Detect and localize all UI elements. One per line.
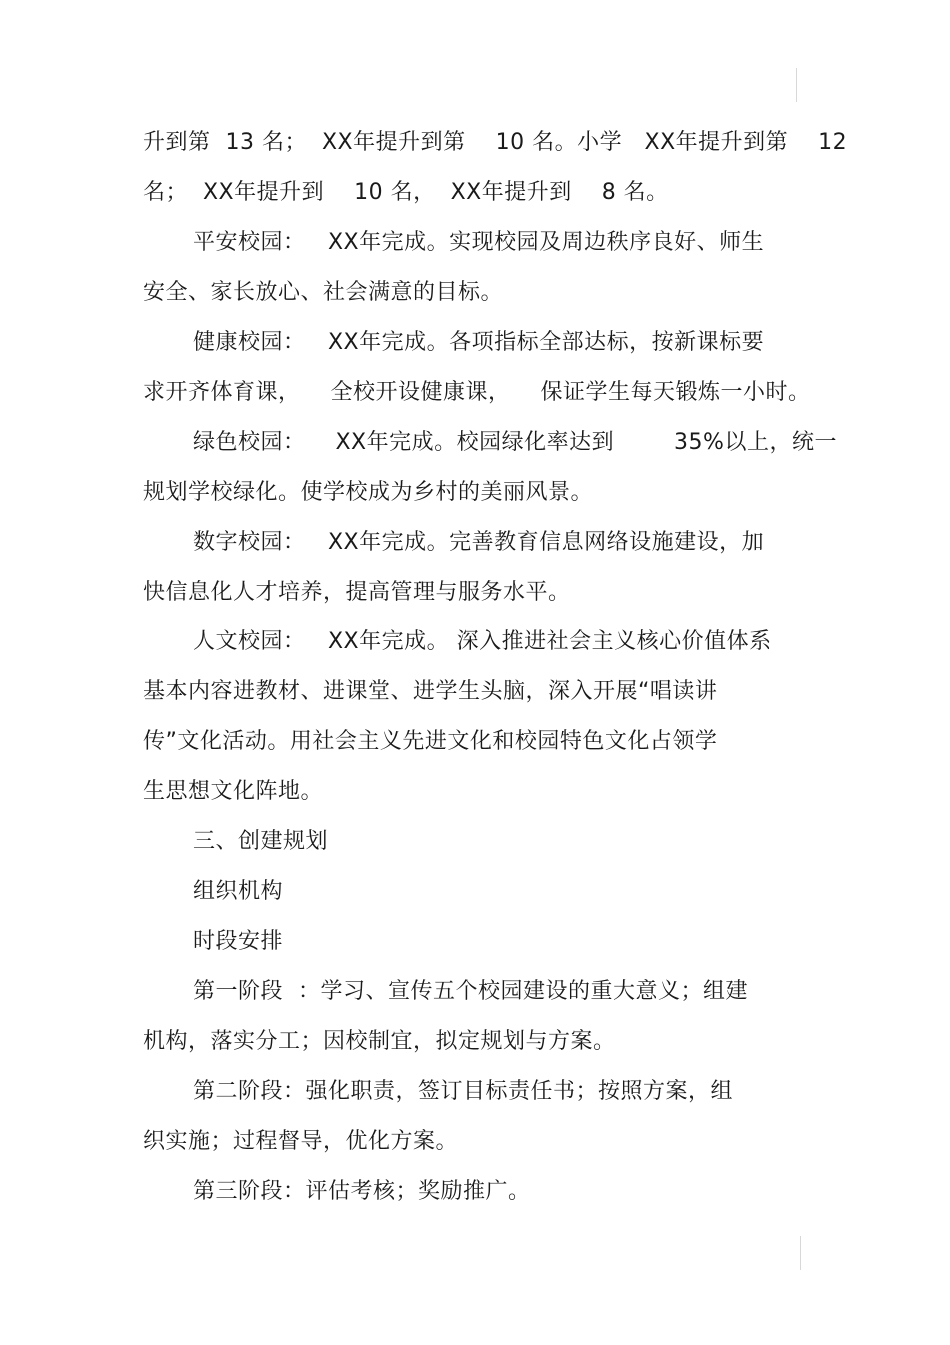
text-line: 生思想文化阵地。 bbox=[143, 779, 324, 804]
text-line: 升到第 13 名； XX年提升到第 10 名。小学 XX年提升到第 12 bbox=[143, 130, 848, 155]
text-line: 传”文化活动。用社会主义先进文化和校园特色文化占领学 bbox=[143, 729, 718, 754]
subsection-heading: 时段安排 bbox=[193, 929, 284, 954]
text-line: 织实施；过程督导，优化方案。 bbox=[143, 1129, 459, 1154]
paragraph-first-line: 人文校园： XX年完成。 深入推进社会主义核心价值体系 bbox=[193, 629, 772, 654]
text-line: 机构，落实分工；因校制宜，拟定规划与方案。 bbox=[143, 1029, 616, 1054]
text-line: 基本内容进教材、进课堂、进学生头脑，深入开展“唱读讲 bbox=[143, 679, 718, 704]
paragraph-first-line: 第三阶段：评估考核；奖励推广。 bbox=[193, 1179, 531, 1204]
text-line: 名； XX年提升到 10 名， XX年提升到 8 名。 bbox=[143, 180, 669, 205]
paragraph-first-line: 第二阶段：强化职责，签订目标责任书；按照方案，组 bbox=[193, 1079, 734, 1104]
text-line: 求开齐体育课， 全校开设健康课， 保证学生每天锻炼一小时。 bbox=[143, 380, 811, 405]
text-line: 规划学校绿化。使学校成为乡村的美丽风景。 bbox=[143, 480, 594, 505]
paragraph-first-line: 第一阶段 ：学习、宣传五个校园建设的重大意义；组建 bbox=[193, 979, 748, 1004]
paragraph-first-line: 健康校园： XX年完成。各项指标全部达标，按新课标要 bbox=[193, 330, 765, 355]
paragraph-first-line: 数字校园： XX年完成。完善教育信息网络设施建设，加 bbox=[193, 530, 765, 555]
bottom-margin-mark bbox=[800, 1236, 801, 1270]
paragraph-first-line: 平安校园： XX年完成。实现校园及周边秩序良好、师生 bbox=[193, 230, 765, 255]
text-line: 快信息化人才培养，提高管理与服务水平。 bbox=[143, 580, 571, 605]
subsection-heading: 组织机构 bbox=[193, 879, 284, 904]
paragraph-first-line: 绿色校园： XX年完成。校园绿化率达到 35%以上，统一 bbox=[193, 430, 837, 455]
top-margin-mark bbox=[796, 68, 797, 102]
section-heading: 三、创建规划 bbox=[193, 829, 329, 854]
text-line: 安全、家长放心、社会满意的目标。 bbox=[143, 280, 504, 305]
